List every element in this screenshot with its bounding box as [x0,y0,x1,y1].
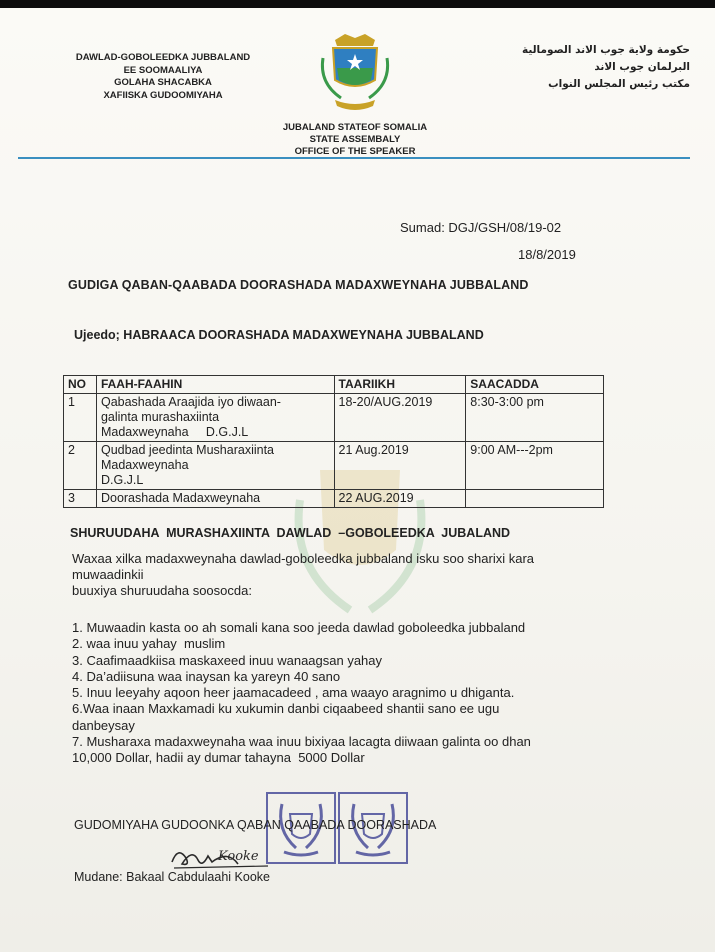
header-center-line: STATE ASSEMBALY [309,134,401,145]
table-row [64,394,604,442]
column-header: SAACADDA [466,376,604,394]
description-line: Qabashada Araajida iyo diwaan- [100,395,281,409]
list-item: 6.Waa inaan Maxkamadi ku xukumin danbi ciqaabeed shantii sano ee ugu [72,701,500,717]
list-item: danbeysay [72,717,135,733]
header-divider [18,157,690,159]
row-time: 8:30-3:00 pm [466,394,604,442]
signatory-name: Mudane: Bakaal Cabdulaahi Kooke [74,870,270,884]
header-left-line: XAFIISKA GUDOOMIYAHA [103,89,223,101]
intro-line: buuxiya shuruudaha soosocda: [72,583,252,598]
requirements-list [72,620,652,767]
header-right-line: حكومة ولاية جوب الاند الصومالية [521,44,690,56]
table-row [64,490,604,508]
election-schedule-table [63,375,604,508]
header-center-line: OFFICE OF THE SPEAKER [294,146,416,157]
row-time [466,490,604,508]
candidate-requirements-title: SHURUUDAHA MURASHAXIINTA DAWLAD –GOBOLEEDKA JUBALAND [70,526,511,540]
row-number: 2 [64,442,97,490]
description-line: D.G.J.L [100,473,144,487]
header-right-line: البرلمان جوب الاند [594,61,690,73]
list-item: 10,000 Dollar, hadii ay dumar tahayna 5000 Dollar [72,750,365,766]
list-item: 5. Inuu leeyahy aqoon heer jaamacadeed , ama waayo aragnimo u dhiganta. [72,685,515,701]
description-line: Madaxweynaha [100,458,189,472]
row-date: 22 AUG.2019 [334,490,466,508]
table-row [64,442,604,490]
emblem-icon [305,28,405,118]
list-item: 4. Da’adiisuna waa inaysan ka yareyn 40 sano [72,668,341,684]
header-center-block [250,122,460,158]
column-header: TAARIIKH [334,376,466,394]
jubaland-emblem [305,28,405,118]
row-date: 18-20/AUG.2019 [334,394,466,442]
description-line: Madaxweynaha D.G.J.L [100,425,249,439]
header-left-line: DAWLAD-GOBOLEEDKA JUBBALAND [75,52,251,63]
handwritten-signature [168,838,288,874]
list-item: 1. Muwaadin kasta oo ah somali kana soo jeeda dawlad goboleedka jubbaland [72,620,526,635]
document-date: 18/8/2019 [518,247,576,262]
row-description [96,442,334,490]
header-right-line: مكتب رئيس المجلس النواب [548,78,690,90]
header-center-line: JUBALAND STATEOF SOMALIA [282,122,428,133]
row-time: 9:00 AM---2pm [466,442,604,490]
row-number: 1 [64,394,97,442]
header-left-line: GOLAHA SHACABKA [114,77,212,88]
signatory-title: GUDOMIYAHA GUDOONKA QABAN QAABADA DOORASHADA [74,818,437,832]
list-item: 3. Caafimaadkiisa maskaxeed inuu wanaagsan yahay [72,652,383,668]
list-item: 2. waa inuu yahay muslim [72,636,226,652]
description-line: Doorashada Madaxweynaha [100,491,261,505]
description-line: galinta murashaxiinta [100,410,220,424]
row-number: 3 [64,490,97,508]
column-header: FAAH-FAAHIN [96,376,334,394]
table-header-row [64,376,604,394]
header-left-block [48,52,278,102]
row-description [96,394,334,442]
committee-title: GUDIGA QABAN-QAABADA DOORASHADA MADAXWEYNAHA JUBBALAND [68,278,529,292]
candidate-intro [72,551,632,599]
intro-line: muwaadinkii [72,567,144,582]
reference-number: Sumad: DGJ/GSH/08/19-02 [400,220,562,235]
list-item: 7. Musharaxa madaxweynaha waa inuu bixiyaa lacagta diiwaan galinta oo dhan [72,734,531,750]
row-date: 21 Aug.2019 [334,442,466,490]
description-line: Qudbad jeedinta Musharaxiinta [100,443,274,457]
column-header: NO [64,376,97,394]
top-dark-band [0,0,715,8]
row-description [96,490,334,508]
subject-line: Ujeedo; HABRAACA DOORASHADA MADAXWEYNAHA JUBBALAND [74,328,484,342]
header-right-block [455,42,690,93]
header-left-line: EE SOOMAALIYA [123,64,203,76]
intro-line: Waxaa xilka madaxweynaha dawlad-goboleedka jubbaland isku soo sharixi kara [72,551,535,566]
signature-text: Kooke [218,849,259,864]
